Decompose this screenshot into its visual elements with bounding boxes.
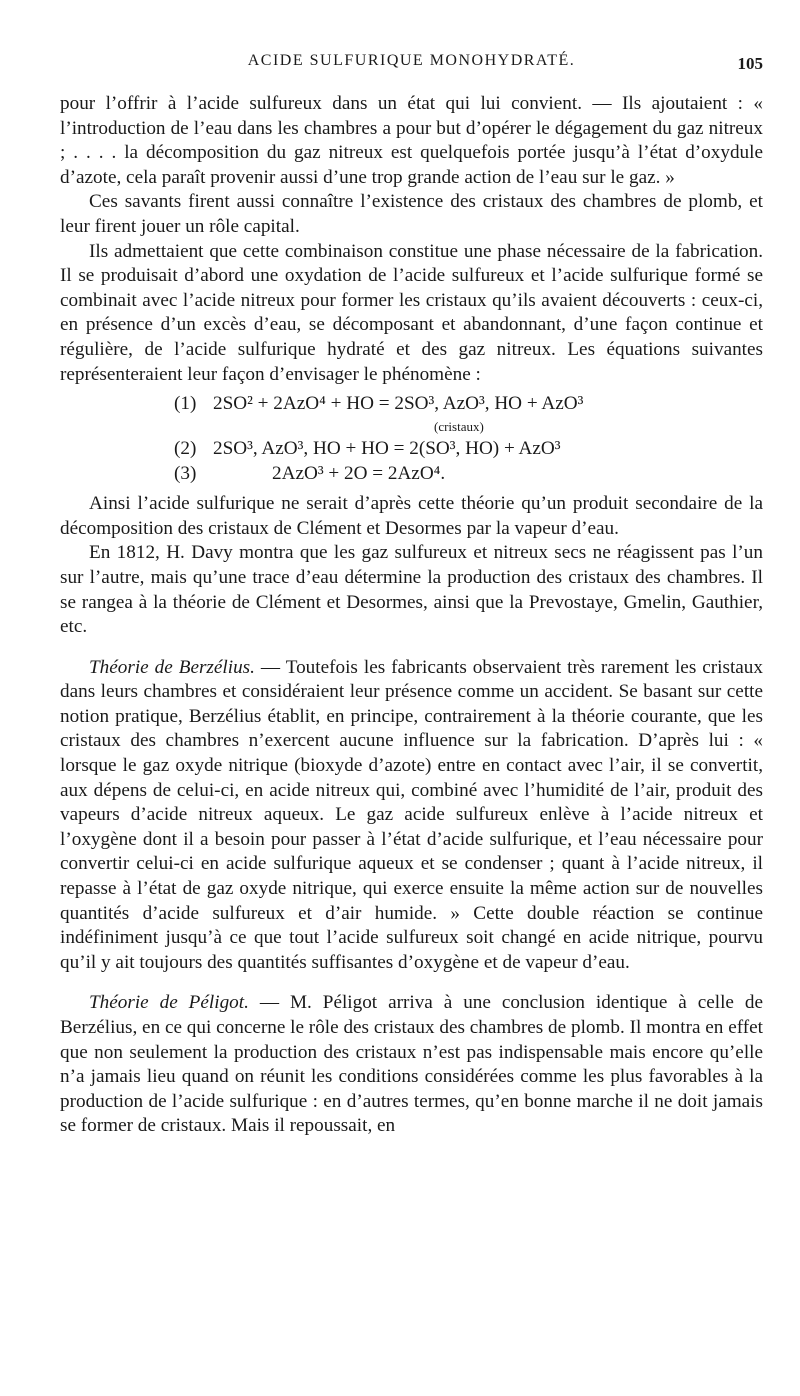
equation-note: (cristaux) — [434, 419, 484, 435]
paragraph: Ils admettaient que cette combinaison constitue une phase nécessaire de la fabrication. Il se produisait d’abord une oxydation de l’acide sulfureux et l’acide sulfurique formé se combinait avec l’acide nitreux pour former les cristaux qu’ils avaient découverts : ceux-ci, en présence d’un excès d’eau, se décomposant et abandonnant, d’une façon continue et régulière, de l’acide sulfurique hydraté et des gaz nitreux. Les équations suivantes représenteraient leur façon d’envisager le phénomène : — [60, 240, 763, 385]
running-header — [60, 48, 763, 78]
running-title: ACIDE SULFURIQUE MONOHYDRATÉ. — [247, 52, 576, 69]
paragraph: En 1812, H. Davy montra que les gaz sulfureux et nitreux secs ne réagissent pas l’un sur l’autre, mais qu’une trace d’eau détermine la production des cristaux des chambres. Il se rangea à la théorie de Clément et Desormes, ainsi que la Prevostaye, Gmelin, Gauthier, etc. — [60, 542, 763, 638]
paragraph-berzelius — [60, 656, 763, 976]
equation-number: (3) — [174, 463, 197, 485]
equation-number: (2) — [174, 438, 197, 460]
equation-3 — [60, 462, 763, 487]
equation-text: 2AzO³ + 2O = 2AzO⁴. — [272, 463, 446, 485]
page-number: 105 — [737, 54, 763, 73]
equation-2 — [60, 437, 763, 462]
equation-number: (1) — [174, 393, 197, 415]
paragraph: Ces savants firent aussi connaître l’existence des cristaux des chambres de plomb, et leur firent jouer un rôle capital. — [60, 191, 763, 237]
paragraph-text: — M. Péligot arriva à une conclusion identique à celle de Berzélius, en ce qui concerne le rôle des cristaux des chambres de plomb. Il montra en effet que non seulement la production des cristaux n’est pas indispensable mais encore qu’elle n’a jamais lieu quand on réunit les conditions considérées comme les plus favorables à la production de l’acide sulfurique : en d’autres termes, qu’en bonne marche il ne doit jamais se former de cristaux. Mais il repoussait, en — [60, 992, 763, 1137]
equation-text: 2SO³, AzO³, HO + HO = 2(SO³, HO) + AzO³ — [213, 438, 561, 460]
paragraph-text: — Toutefois les fabricants observaient très rarement les cristaux dans leurs chambres et considéraient leur présence comme un accident. Se basant sur cette notion pratique, Berzélius établit, en principe, contrairement à la théorie courante, que les cristaux des chambres n’exercent aucune influence sur la fabrication. D’après lui : « lorsque le gaz oxyde nitrique (bioxyde d’azote) entre en contact avec l’air, il se convertit, aux dépens de celui-ci, en acide nitreux qui, combiné avec l’humidité de l’air, produit des vapeurs d’acide nitreux aqueux. Le gaz acide sulfureux enlève à l’acide nitreux et l’oxygène dont il a besoin pour passer à l’état d’acide sulfurique, et l’eau nécessaire pour convertir celui-ci en acide sulfurique aqueux et se condenser ; quant à l’acide nitreux, il repasse à l’état de gaz oxyde nitrique, qui exerce ensuite la même action sur de nouvelles quantités d’acide sulfureux et d’air humide. » Cette double réaction se continue indéfiniment jusqu’à ce que tout l’acide sulfureux soit changé en acide nitrique, pourvu qu’il y ait toujours des quantités suffisantes d’oxygène et de vapeur d’eau. — [60, 656, 763, 973]
body-text — [60, 92, 763, 1139]
equation-text: 2SO² + 2AzO⁴ + HO = 2SO³, AzO³, HO + AzO³ — [213, 393, 584, 415]
paragraph-peligot — [60, 991, 763, 1139]
section-title: Théorie de Berzélius. — [89, 656, 255, 678]
section-title: Théorie de Péligot. — [89, 992, 249, 1014]
paragraph: Ainsi l’acide sulfurique ne serait d’après cette théorie qu’un produit secondaire de la décomposition des cristaux de Clément et Desormes par la vapeur d’eau. — [60, 493, 763, 539]
paragraph: pour l’offrir à l’acide sulfureux dans un état qui lui convient. — Ils ajoutaient : « l’introduction de l’eau dans les chambres a pour but d’opérer le dégagement du gaz nitreux ; . . . . la décomposition du gaz nitreux est quelquefois portée jusqu’à l’état d’oxydule d’azote, cela paraît provenir aussi d’une trop grande action de l’eau sur le gaz. » — [60, 93, 763, 188]
equation-1 — [60, 392, 763, 417]
